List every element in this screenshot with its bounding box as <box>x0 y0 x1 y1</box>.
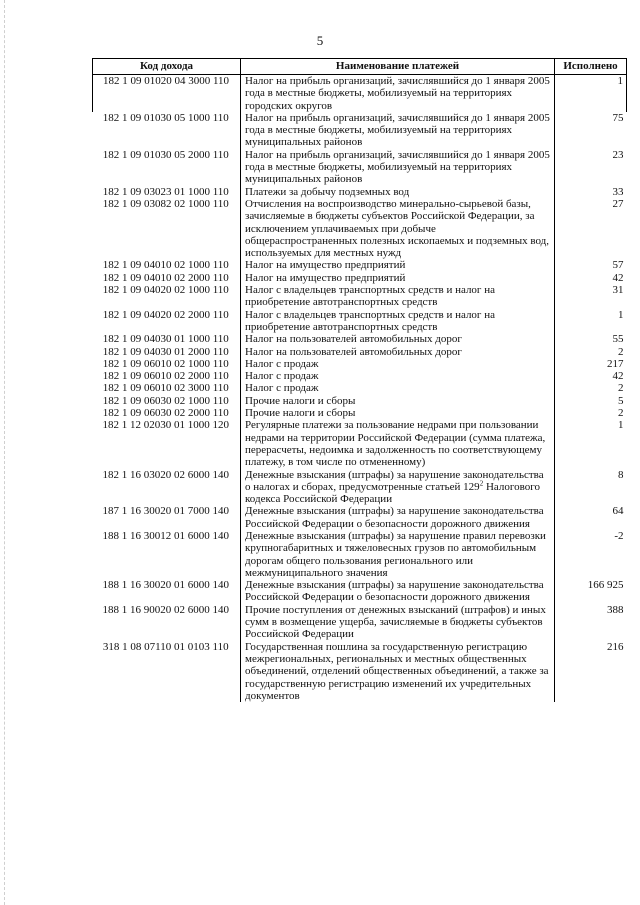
amount-executed: -2 <box>614 529 624 542</box>
income-code: 182 1 09 04020 02 2000 110 <box>102 308 229 321</box>
income-code: 182 1 09 06030 02 1000 110 <box>102 394 229 407</box>
income-code: 182 1 09 04010 02 1000 110 <box>102 259 229 272</box>
table-row <box>93 382 627 394</box>
table-row <box>93 333 627 345</box>
payment-name: Налог с владельцев транспортных средств и налог на приобретение автотранспортных средств <box>241 284 555 309</box>
income-code: 182 1 09 04030 01 1000 110 <box>102 333 229 346</box>
amount-executed: 1 <box>555 75 627 112</box>
payment-name <box>241 469 555 506</box>
amount-executed: 64 <box>612 505 624 518</box>
payment-name: Налог с продаж <box>241 382 555 394</box>
table-row <box>93 112 627 149</box>
income-code: 318 1 08 07110 01 0103 110 <box>102 640 229 653</box>
payment-name: Налог на прибыль организаций, зачислявшийся до 1 января 2005 года в местные бюджеты, мобилизуемый на территориях городских округов <box>241 75 555 112</box>
amount-executed: 217 <box>607 357 624 370</box>
income-code: 182 1 09 06010 02 2000 110 <box>102 370 229 383</box>
table-row <box>93 505 627 530</box>
scan-edge-line <box>4 0 5 905</box>
amount-executed: 2 <box>618 382 624 395</box>
payment-name: Налог на прибыль организаций, зачислявшийся до 1 января 2005 года в местные бюджеты, мобилизуемый на территориях муниципальных районов <box>241 112 555 149</box>
table-row <box>93 469 627 506</box>
table-row <box>93 186 627 198</box>
table-row <box>93 579 627 604</box>
amount-executed: 8 <box>618 468 624 481</box>
header-code: Код дохода <box>93 59 241 75</box>
amount-executed: 166 925 <box>587 579 624 592</box>
table-row <box>93 284 627 309</box>
table-row <box>93 604 627 641</box>
income-code: 182 1 09 04010 02 2000 110 <box>102 271 229 284</box>
income-code: 182 1 09 01030 05 1000 110 <box>102 111 229 124</box>
table-row <box>93 641 627 702</box>
amount-executed: 27 <box>612 197 624 210</box>
table-row <box>93 259 627 271</box>
payment-name: Налог на пользователей автомобильных дорог <box>241 333 555 345</box>
amount-executed: 57 <box>612 259 624 272</box>
table-row <box>93 75 627 112</box>
table-row <box>93 419 627 468</box>
payment-name: Отчисления на воспроизводство минерально-сырьевой базы, зачисляемые в бюджеты субъектов Российской Федерации, за исключением уплачиваемых при добыче общераспространенных полезных ископаемых и подземных вод, используемых для местных нужд <box>241 198 555 259</box>
payment-name: Прочие налоги и сборы <box>241 407 555 419</box>
table-header <box>93 59 627 75</box>
table-row <box>93 149 627 186</box>
amount-executed: 75 <box>612 111 624 124</box>
income-code: 182 1 09 01030 05 2000 110 <box>102 148 229 161</box>
income-code: 188 1 16 30020 01 6000 140 <box>102 579 229 592</box>
table-row <box>93 370 627 382</box>
amount-executed: 42 <box>612 271 624 284</box>
header-name: Наименование платежей <box>241 59 555 75</box>
payment-name: Государственная пошлина за государственную регистрацию межрегиональных, региональных и местных общественных объединений, отделений общественных объединений, а также за государственную регистрацию изменений их учредительных документов <box>241 641 555 702</box>
amount-executed: 1 <box>618 308 624 321</box>
income-code: 188 1 16 30012 01 6000 140 <box>102 529 229 542</box>
payment-name: Налог на пользователей автомобильных дорог <box>241 346 555 358</box>
amount-executed: 216 <box>607 640 624 653</box>
table-row <box>93 309 627 334</box>
payment-name: Прочие поступления от денежных взысканий (штрафов) и иных сумм в возмещение ущерба, зачисляемые в бюджеты субъектов Российской Федерации <box>241 604 555 641</box>
header-amount: Исполнено <box>555 59 627 75</box>
payment-name: Денежные взыскания (штрафы) за нарушение законодательства Российской Федерации о безопасности дорожного движения <box>241 505 555 530</box>
amount-executed: 2 <box>618 345 624 358</box>
payment-name: Регулярные платежи за пользование недрами при пользовании недрами на территории Российской Федерации (сумма платежа, перерасчеты, недоимка и задолженность по соответствующему платежу, в том числе по отмененному) <box>241 419 555 468</box>
income-code: 182 1 09 03023 01 1000 110 <box>102 185 229 198</box>
income-code: 182 1 09 03082 02 1000 110 <box>102 197 229 210</box>
income-code: 182 1 09 06030 02 2000 110 <box>102 407 229 420</box>
amount-executed: 388 <box>607 603 624 616</box>
income-code: 182 1 16 03020 02 6000 140 <box>102 468 229 481</box>
page-number: 5 <box>316 33 324 48</box>
amount-executed: 31 <box>612 284 624 297</box>
revenue-table <box>92 58 627 702</box>
table-row <box>93 346 627 358</box>
income-code: 182 1 09 04030 01 2000 110 <box>102 345 229 358</box>
payment-name: Прочие налоги и сборы <box>241 395 555 407</box>
table-body <box>93 75 627 703</box>
table-row <box>93 358 627 370</box>
income-code: 182 1 12 02030 01 1000 120 <box>102 419 229 432</box>
income-code: 188 1 16 90020 02 6000 140 <box>102 603 229 616</box>
payment-name: Налог с продаж <box>241 370 555 382</box>
payment-name: Налог с продаж <box>241 358 555 370</box>
payment-name: Денежные взыскания (штрафы) за нарушение правил перевозки крупногабаритных и тяжеловесных грузов по автомобильным дорогам общего пользования регионального или межмуниципального значения <box>241 530 555 579</box>
payment-name: Налог на имущество предприятий <box>241 259 555 271</box>
table-row <box>93 407 627 419</box>
income-code: 182 1 09 01020 04 3000 110 <box>93 75 241 112</box>
amount-executed: 1 <box>618 419 624 432</box>
payment-name: Налог на прибыль организаций, зачислявшийся до 1 января 2005 года в местные бюджеты, мобилизуемый на территориях муниципальных районов <box>241 149 555 186</box>
payment-name: Налог на имущество предприятий <box>241 272 555 284</box>
amount-executed: 42 <box>612 370 624 383</box>
table-row <box>93 530 627 579</box>
payment-name-part: Денежные взыскания (штрафы) за нарушение законодательства о налогах и сборах, предусмотренные статьей 129 <box>245 468 544 493</box>
payment-name: Налог с владельцев транспортных средств и налог на приобретение автотранспортных средств <box>241 309 555 334</box>
income-code: 187 1 16 30020 01 7000 140 <box>102 505 229 518</box>
amount-executed: 33 <box>612 185 624 198</box>
payment-name: Денежные взыскания (штрафы) за нарушение законодательства Российской Федерации о безопасности дорожного движения <box>241 579 555 604</box>
income-code: 182 1 09 06010 02 1000 110 <box>102 357 229 370</box>
income-code: 182 1 09 06010 02 3000 110 <box>102 382 229 395</box>
amount-executed: 2 <box>618 407 624 420</box>
income-code: 182 1 09 04020 02 1000 110 <box>102 284 229 297</box>
superscript: 2 <box>479 479 484 488</box>
payment-name: Платежи за добычу подземных вод <box>241 186 555 198</box>
table-row <box>93 272 627 284</box>
payment-name-part: Налогового кодекса Российской Федерации <box>245 480 540 506</box>
table-row <box>93 198 627 259</box>
amount-executed: 5 <box>618 394 624 407</box>
table-row <box>93 395 627 407</box>
amount-executed: 55 <box>612 333 624 346</box>
amount-executed: 23 <box>612 148 624 161</box>
